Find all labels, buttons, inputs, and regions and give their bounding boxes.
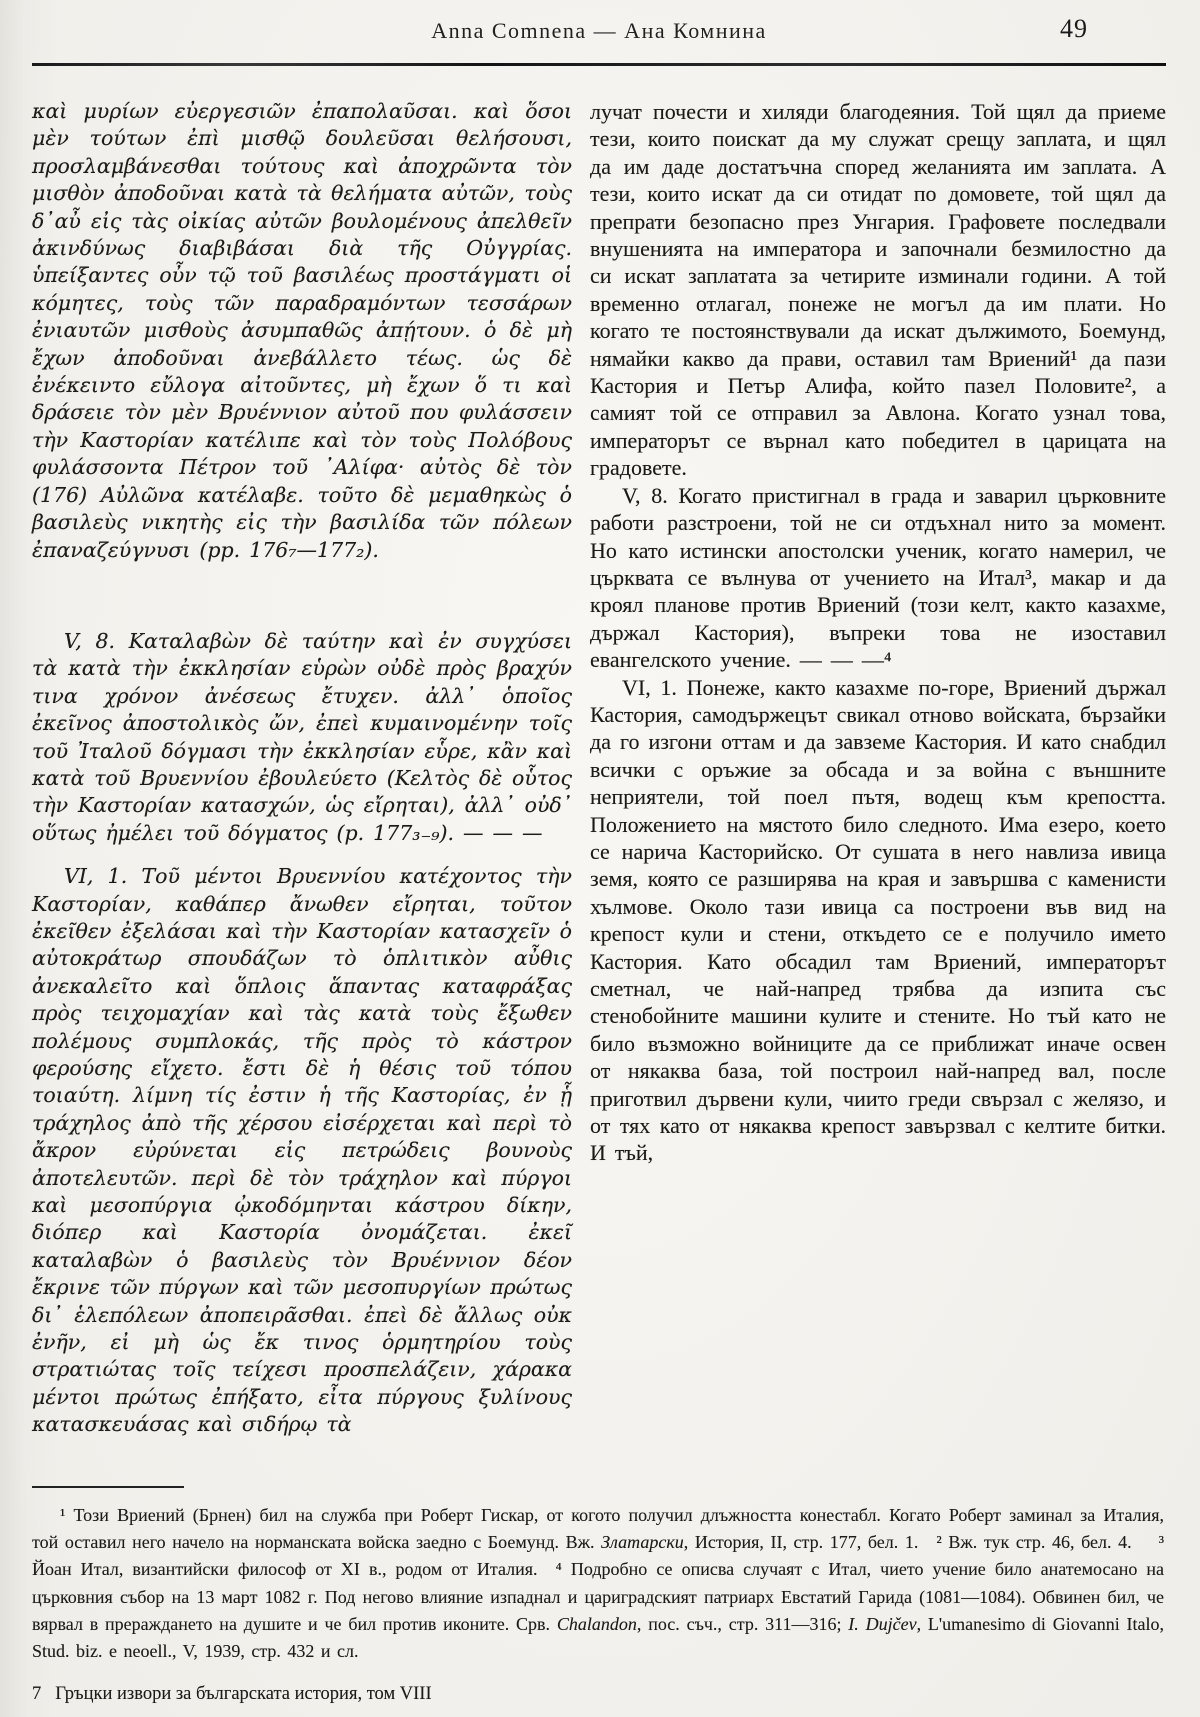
bulgarian-paragraph-vi1: VI, 1. Понеже, както казахме по-горе, Вриений държал Кастория, самодържецът свикал отново войската, бързайки да го изгони оттам и да завземе Кастория. И като снабдил всички с оръжие за обсада и за война с външните неприятели, той поел пътя, водещ към крепостта. Положението на мястото било следното. Има езеро, което се нарича Касторийско. От сушата в него навлиза ивица земя, която се разширява на края и завършва с каменисти хълмове. Около тази ивица са построени във вид на крепост кули и стени, откъдето се е получило името Кастория. Като обсадил там Вриений, императорът сметнал, че най-напред трябва да изпита със стенобойните машини кулите и стените. Но тъй като не било възможно войниците да се приближат иначе освен от някаква база, той построил най-напред вал, после приготвил дървени кули, чиито греди свързал с желязо, и от тях като от някаква крепост завързвал с келтите битки. И тъй, bbox=[590, 674, 1166, 1166]
page-number: 49 bbox=[1060, 14, 1088, 43]
page-content bbox=[32, 14, 1166, 1439]
footnote-segment: Златарски bbox=[601, 1532, 684, 1553]
footnote-segment: Chalandon bbox=[556, 1613, 637, 1634]
footnote-segment: , История, II, стр. 177, бел. 1. ² Вж. тук стр. 46, бел. 4. ³ Йоан Итал, византийски философ от XI в., родом от Италия. ⁴ Подробно се описва случаят с Итал, чието учение било анатемосано на църковния събор на 13 март 1082 г. Под негово влияние изпаднал и цариградският патриарх Евстатий Гарида (1081—1084). Обвинен бил, че вярвал в прераждането на душите и че бил против иконите. Срв. bbox=[32, 1532, 1164, 1634]
colophon bbox=[32, 1684, 432, 1705]
text-columns bbox=[32, 98, 1166, 1439]
header-rule-divider bbox=[32, 63, 1166, 66]
footnote-segment: , L'umanesimo di Giovanni Italo, Stud. biz. e neoell., V, 1939, стр. 432 и сл. bbox=[32, 1613, 1165, 1662]
running-head bbox=[32, 14, 1166, 56]
footnotes-block bbox=[32, 1502, 1164, 1665]
greek-source-column bbox=[32, 98, 572, 1439]
bulgarian-translation-column bbox=[590, 98, 1166, 1167]
greek-paragraph-continuation: καὶ μυρίων εὐεργεσιῶν ἐπαπολαῦσαι. καὶ ὅσοι μὲν τούτων ἐπὶ μισθῷ δουλεῦσαι θελήσουσι, προσλαμβάνεσθαι τούτους καὶ ἀποχρῶντα τὸν μισθὸν ἀποδοῦναι κατὰ τὰ θελήματα αὐτῶν, τοὺς δ᾽αὖ εἰς τὰς οἰκίας αὐτῶν βουλομένους ἀπελθεῖν ἀκινδύνως διαβιβάσαι διὰ τῆς Οὐγγρίας. ὑπείξαντες οὖν τῷ τοῦ βασιλέως προστάγματι οἱ κόμητες, τοὺς τῶν παραδραμόντων τεσσάρων ἐνιαυτῶν μισθοὺς ἀσυμπαθῶς ἀπῄτουν. ὁ δὲ μὴ ἔχων ἀποδοῦναι ἀνεβάλλετο τέως. ὡς δὲ ἐνέκειντο εὔλογα αἰτοῦντες, μὴ ἔχων ὅ τι καὶ δράσειε τὸν μὲν Βρυέννιον αὐτοῦ που φυλάσσειν τὴν Καστορίαν κατέλιπε καὶ τὸν τοὺς Πολόβους φυλάσσοντα Πέτρον τοῦ ᾽Αλίφα· αὐτὸς δὲ τὸν (176) Αὐλῶνα κατέλαβε. τοῦτο δὲ μεμαθηκὼς ὁ βασιλεὺς νικητὴς εἰς τὴν βασιλίδα τῶν πόλεων ἐπαναζεύγνυσι (pp. 176₇—177₂). bbox=[32, 99, 572, 562]
greek-paragraph-vi1: VI, 1. Τοῦ μέντοι Βρυεννίου κατέχοντος τὴν Καστορίαν, καθάπερ ἄνωθεν εἴρηται, τοῦτον ἐκεῖθεν ἐξελάσαι καὶ τὴν Καστορίαν κατασχεῖν ὁ αὐτοκράτωρ σπουδάζων τὸ ὁπλιτικὸν αὖθις ἀνεκαλεῖτο καὶ ὅπλοις ἅπαντας καταφράξας πρὸς τειχομαχίαν καὶ τὰς κατὰ τοὺς ἔξωθεν πολέμους συμπλοκάς, τῆς πρὸς τὸ κάστρον φερούσης εἴχετο. ἔστι δὲ ἡ θέσις τοῦ τόπου τοιαύτη. λίμνη τίς ἐστιν ἡ τῆς Καστορίας, ἐν ᾗ τράχηλος ἀπὸ τῆς χέρσου εἰσέρχεται καὶ περὶ τὸ ἄκρον εὐρύνεται εἰς πετρώδεις βουνοὺς ἀποτελευτῶν. περὶ δὲ τὸν τράχηλον καὶ πύργοι καὶ μεσοπύργια ᾠκοδόμηνται κάστρου δίκην, διόπερ καὶ Καστορία ὀνομάζεται. ἐκεῖ καταλαβὼν ὁ βασιλεὺς τὸν Βρυέννιον δέον ἔκρινε τῶν πύργων καὶ τῶν μεσοπυργίων πρώτως δι᾽ ἑλεπόλεων ἀποπειρᾶσθαι. ἐπεὶ δὲ ἄλλως οὐκ ἐνῆν, εἰ μὴ ὡς ἔκ τινος ὁρμητηρίου τοὺς στρατιώτας τοῖς τείχεσι προσπελάζειν, χάρακα μέντοι πρώτως ἐπήξατο, εἶτα πύργους ξυλίνους κατασκευάσας καὶ σιδήρῳ τὰ bbox=[32, 864, 572, 1437]
footnote-segment: I. Dujčev bbox=[848, 1613, 917, 1634]
greek-paragraph-v8: V, 8. Καταλαβὼν δὲ ταύτην καὶ ἐν συγχύσει τὰ κατὰ τὴν ἐκκλησίαν εὑρὼν οὐδὲ πρὸς βραχύν τινα χρόνον ἀνέσεως ἔτυχεν. ἀλλ᾽ ὁποῖος ἐκεῖνος ἀποστολικὸς ὤν, ἐπεὶ κυμαινομένην τοῖς τοῦ Ἰταλοῦ δόγμασι τὴν ἐκκλησίαν εὗρε, κἂν καὶ κατὰ τοῦ Βρυεννίου ἐβουλεύετο (Κελτὸς δὲ οὗτος τὴν Καστορίαν κατασχών, ὡς εἴρηται), ἀλλ᾽ οὐδ᾽ οὕτως ἠμέλει τοῦ δόγματος (p. 177₃₋₉). — — — bbox=[32, 628, 572, 845]
footnote-segment: , пос. съч., стр. 311—316; bbox=[636, 1613, 849, 1634]
bulgarian-paragraph-continuation: лучат почести и хиляди благодеяния. Той щял да приеме тези, които поискат да му служат срещу заплата, и щял да им даде достатъчна според желанията им заплата. А тези, които искат да си отидат по домовете, той щял да препрати безопасно през Унгария. Графовете последвали внушенията на императора и започнали безмилостно да си искат заплатата за четирите изминали години. А той временно отлагал, понеже не могъл да им плати. Но когато те постоянствували да искат дължимото, Боемунд, нямайки какво да прави, оставил там Вриений¹ да пази Кастория и Петър Алифа, който пазел Половите², а самият той се отправил за Авлона. Когато узнал това, императорът се върнал като победител в царицата на градовете. bbox=[590, 99, 1166, 481]
printer-signature-number: 7 bbox=[32, 1684, 42, 1704]
footnote-divider bbox=[32, 1486, 184, 1488]
bulgarian-paragraph-v8: V, 8. Когато пристигнал в града и заварил църковните работи разстроени, той не си отдъхнал нито за момент. Но като истински апостолски ученик, когато намерил, че църквата се вълнува от учението на Итал³, макар и да кроял планове против Вриений (този келт, както казахме, държал Кастория), въпреки това не изоставил евангелското учение. — — —⁴ bbox=[590, 482, 1166, 673]
colophon-text: Гръцки извори за българската история, том VIII bbox=[55, 1684, 432, 1704]
footnote-segment: ¹ Този Вриений (Брнен) бил на служба при Роберт Гискар, от когото получил длъжността конестабл. Когато Роберт заминал за Италия, той оставил него начело на норманската войска заедно с Боемунд. Вж. bbox=[32, 1505, 1164, 1553]
running-title: Anna Comnena — Ана Комнина bbox=[431, 18, 767, 43]
